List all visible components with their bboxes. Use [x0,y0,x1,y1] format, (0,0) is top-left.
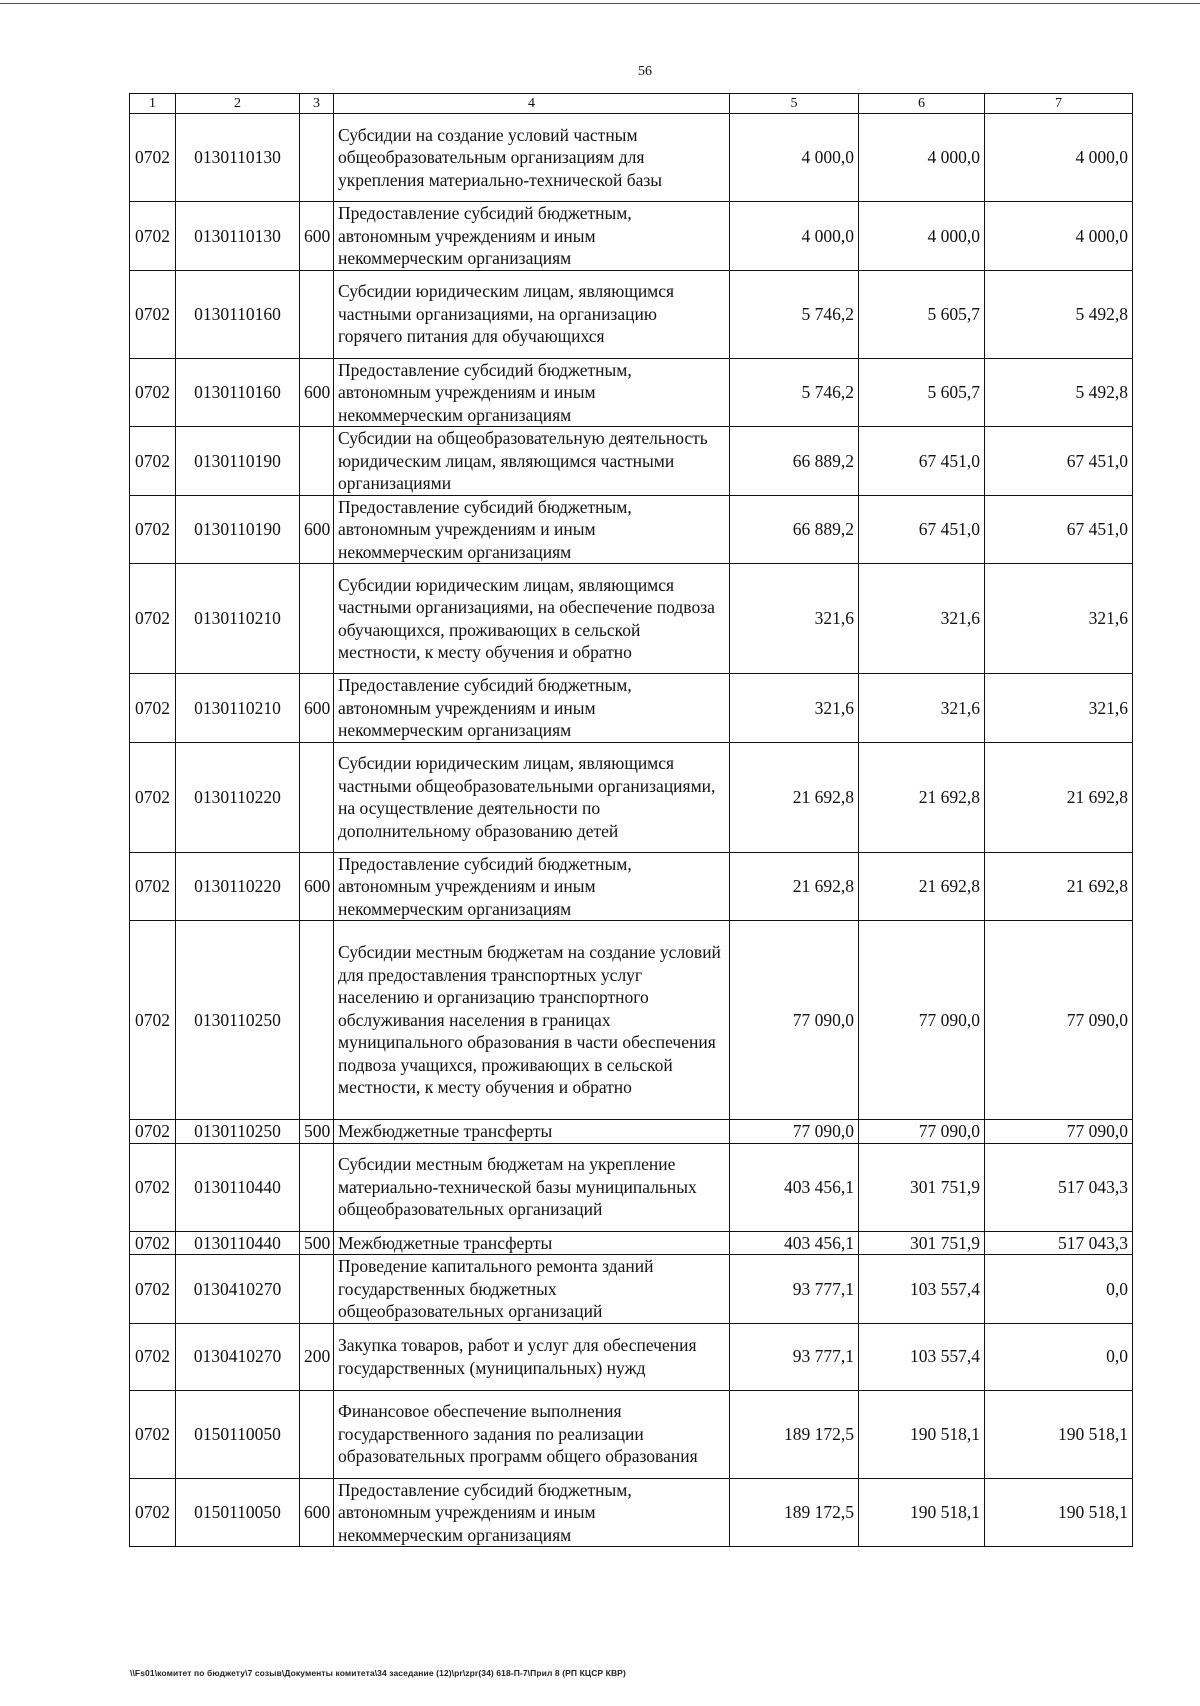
target-article-code-cell: 0130110220 [176,852,300,921]
expense-type-cell: 600 [300,674,334,743]
expense-type-cell [300,742,334,852]
amount-col5-cell: 77 090,0 [730,921,859,1120]
amount-col7-cell: 517 043,3 [985,1231,1133,1255]
item-name-cell: Предоставление субсидий бюджетным, автономным учреждениям и иным некоммерческим организациям [334,358,730,427]
section-code-cell: 0702 [130,1231,176,1255]
amount-col6-cell: 67 451,0 [859,427,985,496]
target-article-code-cell: 0130110250 [176,1120,300,1144]
expense-type-cell [300,1143,334,1231]
expense-type-cell [300,921,334,1120]
item-name-cell: Субсидии на общеобразовательную деятельность юридическим лицам, являющимся частными организациями [334,427,730,496]
amount-col7-cell: 67 451,0 [985,495,1133,564]
amount-col5-cell: 189 172,5 [730,1390,859,1478]
expense-type-cell: 600 [300,852,334,921]
target-article-code-cell: 0130110130 [176,202,300,271]
section-code-cell: 0702 [130,1390,176,1478]
target-article-code-cell: 0130110210 [176,674,300,743]
expense-type-cell [300,1390,334,1478]
amount-col7-cell: 517 043,3 [985,1143,1133,1231]
amount-col7-cell: 21 692,8 [985,742,1133,852]
table-row [130,674,1133,743]
amount-col5-cell: 93 777,1 [730,1323,859,1390]
item-name-cell: Закупка товаров, работ и услуг для обеспечения государственных (муниципальных) нужд [334,1323,730,1390]
table-row [130,1143,1133,1231]
table-row [130,1120,1133,1144]
amount-col5-cell: 21 692,8 [730,852,859,921]
amount-col6-cell: 5 605,7 [859,270,985,358]
target-article-code-cell: 0130110160 [176,270,300,358]
amount-col7-cell: 321,6 [985,674,1133,743]
table-row [130,1478,1133,1547]
column-number: 1 [130,94,176,114]
amount-col7-cell: 0,0 [985,1323,1133,1390]
section-code-cell: 0702 [130,1323,176,1390]
amount-col7-cell: 0,0 [985,1255,1133,1324]
item-name-cell: Субсидии юридическим лицам, являющимся частными организациями, на обеспечение подвоза обучающихся, проживающих в сельской местности, к месту обучения и обратно [334,564,730,674]
column-number: 4 [334,94,730,114]
target-article-code-cell: 0130110440 [176,1231,300,1255]
section-code-cell: 0702 [130,564,176,674]
item-name-cell: Предоставление субсидий бюджетным, автономным учреждениям и иным некоммерческим организациям [334,674,730,743]
table-row [130,1255,1133,1324]
amount-col5-cell: 321,6 [730,674,859,743]
table-row [130,1231,1133,1255]
amount-col5-cell: 4 000,0 [730,114,859,202]
amount-col6-cell: 301 751,9 [859,1231,985,1255]
top-rule [0,3,1200,4]
amount-col7-cell: 190 518,1 [985,1390,1133,1478]
item-name-cell: Предоставление субсидий бюджетным, автономным учреждениям и иным некоммерческим организациям [334,852,730,921]
table-row [130,114,1133,202]
table-row [130,270,1133,358]
amount-col5-cell: 21 692,8 [730,742,859,852]
section-code-cell: 0702 [130,674,176,743]
target-article-code-cell: 0130110440 [176,1143,300,1231]
item-name-cell: Субсидии на создание условий частным общеобразовательным организациям для укрепления материально-технической базы [334,114,730,202]
column-number: 3 [300,94,334,114]
item-name-cell: Финансовое обеспечение выполнения государственного задания по реализации образовательных программ общего образования [334,1390,730,1478]
section-code-cell: 0702 [130,1255,176,1324]
amount-col5-cell: 403 456,1 [730,1143,859,1231]
amount-col5-cell: 189 172,5 [730,1478,859,1547]
section-code-cell: 0702 [130,1120,176,1144]
item-name-cell: Предоставление субсидий бюджетным, автономным учреждениям и иным некоммерческим организациям [334,202,730,271]
section-code-cell: 0702 [130,427,176,496]
section-code-cell: 0702 [130,852,176,921]
item-name-cell: Предоставление субсидий бюджетным, автономным учреждениям и иным некоммерческим организациям [334,495,730,564]
amount-col7-cell: 67 451,0 [985,427,1133,496]
expense-type-cell: 600 [300,1478,334,1547]
table-row [130,852,1133,921]
expense-type-cell [300,427,334,496]
amount-col6-cell: 190 518,1 [859,1390,985,1478]
amount-col7-cell: 4 000,0 [985,202,1133,271]
target-article-code-cell: 0130110190 [176,427,300,496]
amount-col7-cell: 5 492,8 [985,270,1133,358]
target-article-code-cell: 0130110250 [176,921,300,1120]
amount-col5-cell: 4 000,0 [730,202,859,271]
section-code-cell: 0702 [130,495,176,564]
amount-col6-cell: 77 090,0 [859,1120,985,1144]
expense-type-cell: 200 [300,1323,334,1390]
item-name-cell: Межбюджетные трансферты [334,1120,730,1144]
amount-col5-cell: 321,6 [730,564,859,674]
target-article-code-cell: 0130110160 [176,358,300,427]
amount-col5-cell: 5 746,2 [730,358,859,427]
amount-col6-cell: 190 518,1 [859,1478,985,1547]
target-article-code-cell: 0130110130 [176,114,300,202]
section-code-cell: 0702 [130,202,176,271]
amount-col6-cell: 4 000,0 [859,202,985,271]
expense-type-cell: 600 [300,358,334,427]
target-article-code-cell: 0130110220 [176,742,300,852]
item-name-cell: Субсидии местным бюджетам на укрепление материально-технической базы муниципальных общеобразовательных организаций [334,1143,730,1231]
item-name-cell: Межбюджетные трансферты [334,1231,730,1255]
column-number-row [130,94,1133,114]
amount-col5-cell: 403 456,1 [730,1231,859,1255]
table-row [130,742,1133,852]
item-name-cell: Предоставление субсидий бюджетным, автономным учреждениям и иным некоммерческим организациям [334,1478,730,1547]
expense-type-cell [300,270,334,358]
section-code-cell: 0702 [130,270,176,358]
table-row [130,427,1133,496]
amount-col6-cell: 21 692,8 [859,742,985,852]
column-number: 5 [730,94,859,114]
amount-col7-cell: 190 518,1 [985,1478,1133,1547]
amount-col6-cell: 321,6 [859,564,985,674]
expense-type-cell [300,564,334,674]
item-name-cell: Субсидии местным бюджетам на создание условий для предоставления транспортных услуг населению и организацию транспортного обслуживания населения в границах муниципального образования в части обеспечения подвоза учащихся, проживающих в сельской местности, к месту обучения и обратно [334,921,730,1120]
section-code-cell: 0702 [130,742,176,852]
table-row [130,1323,1133,1390]
item-name-cell: Субсидии юридическим лицам, являющимся частными общеобразовательными организациями, на осуществление деятельности по дополнительному образованию детей [334,742,730,852]
expense-type-cell [300,1255,334,1324]
item-name-cell: Проведение капитального ремонта зданий государственных бюджетных общеобразовательных организаций [334,1255,730,1324]
target-article-code-cell: 0150110050 [176,1478,300,1547]
amount-col7-cell: 321,6 [985,564,1133,674]
table-row [130,1390,1133,1478]
table-row [130,202,1133,271]
target-article-code-cell: 0150110050 [176,1390,300,1478]
amount-col6-cell: 103 557,4 [859,1255,985,1324]
footer-file-path: \\Fs01\комитет по бюджету\7 созыв\Документы комитета\34 заседание (12)\pr\zpr(34) 618-П-7\Прил 8 (РП КЦСР КВР) [130,1668,626,1678]
amount-col7-cell: 77 090,0 [985,921,1133,1120]
budget-table [129,93,1133,1547]
column-number: 7 [985,94,1133,114]
amount-col7-cell: 21 692,8 [985,852,1133,921]
amount-col5-cell: 77 090,0 [730,1120,859,1144]
amount-col6-cell: 21 692,8 [859,852,985,921]
item-name-cell: Субсидии юридическим лицам, являющимся частными организациями, на организацию горячего питания для обучающихся [334,270,730,358]
table-row [130,358,1133,427]
amount-col7-cell: 4 000,0 [985,114,1133,202]
amount-col6-cell: 4 000,0 [859,114,985,202]
amount-col6-cell: 103 557,4 [859,1323,985,1390]
section-code-cell: 0702 [130,1478,176,1547]
target-article-code-cell: 0130410270 [176,1323,300,1390]
amount-col6-cell: 321,6 [859,674,985,743]
expense-type-cell: 500 [300,1120,334,1144]
amount-col6-cell: 67 451,0 [859,495,985,564]
table-row [130,495,1133,564]
section-code-cell: 0702 [130,114,176,202]
amount-col5-cell: 66 889,2 [730,495,859,564]
section-code-cell: 0702 [130,1143,176,1231]
page-number: 56 [638,64,652,79]
amount-col5-cell: 5 746,2 [730,270,859,358]
amount-col7-cell: 5 492,8 [985,358,1133,427]
amount-col6-cell: 301 751,9 [859,1143,985,1231]
amount-col6-cell: 77 090,0 [859,921,985,1120]
expense-type-cell: 500 [300,1231,334,1255]
column-number: 2 [176,94,300,114]
target-article-code-cell: 0130110190 [176,495,300,564]
column-number: 6 [859,94,985,114]
table-row [130,564,1133,674]
amount-col6-cell: 5 605,7 [859,358,985,427]
table-row [130,921,1133,1120]
expense-type-cell [300,114,334,202]
target-article-code-cell: 0130110210 [176,564,300,674]
amount-col5-cell: 66 889,2 [730,427,859,496]
target-article-code-cell: 0130410270 [176,1255,300,1324]
amount-col5-cell: 93 777,1 [730,1255,859,1324]
expense-type-cell: 600 [300,202,334,271]
section-code-cell: 0702 [130,358,176,427]
expense-type-cell: 600 [300,495,334,564]
section-code-cell: 0702 [130,921,176,1120]
amount-col7-cell: 77 090,0 [985,1120,1133,1144]
